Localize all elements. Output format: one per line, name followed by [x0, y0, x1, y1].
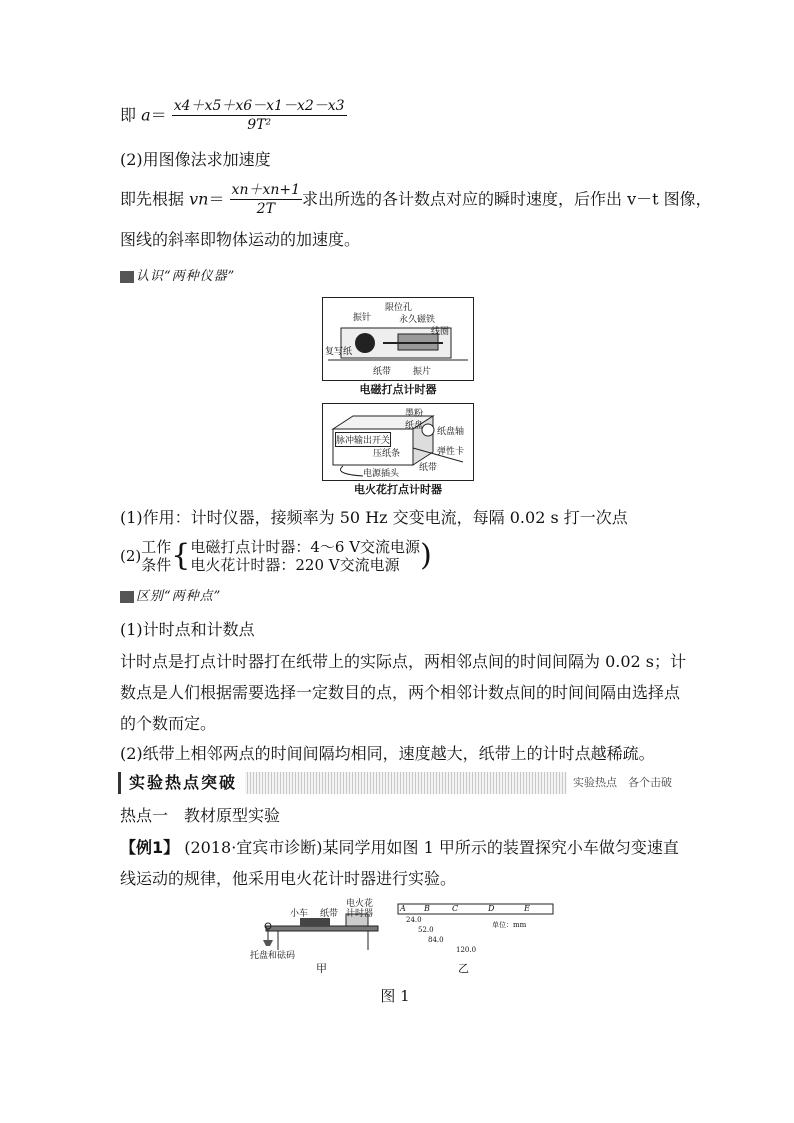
spark-label-disc: 纸盘 — [405, 421, 424, 431]
formula-v-fraction — [230, 182, 302, 218]
spark-label-press: 压纸条 — [373, 449, 401, 459]
fig1-point-a: A — [400, 904, 406, 913]
conditions-label-bottom: 条件 — [141, 556, 172, 574]
figure-spark-timer — [322, 403, 474, 481]
left-brace-icon: { — [171, 538, 191, 573]
para-points-1: 计时点是打点计时器打在纸带上的实际点，两相邻点间的时间间隔为 0.02 s；计 — [120, 652, 687, 671]
fig1-dist-4: 120.0 — [456, 946, 477, 954]
example-line2: 线运动的规律，他采用电火花计时器进行实验。 — [120, 869, 457, 888]
formula-a-eq: ＝ — [150, 105, 167, 125]
fig1-dist-3: 84.0 — [428, 936, 444, 944]
em-label-limit-hole: 限位孔 — [385, 303, 413, 313]
fig1-point-d: D — [488, 904, 495, 913]
em-label-needle: 振针 — [353, 313, 372, 323]
em-label-tape: 纸带 — [373, 367, 392, 377]
spark-caption: 电火花打点计时器 — [354, 483, 442, 496]
para-function: (1)作用：计时仪器，接频率为 50 Hz 交变电流，每隔 0.02 s 打一次点 — [120, 508, 628, 527]
fig1-sub-a: 甲 — [316, 962, 327, 975]
spark-label-toner: 墨粉 — [405, 409, 424, 419]
section-bar — [118, 772, 678, 794]
figure-em-timer — [322, 297, 474, 381]
para-points-3: 的个数而定。 — [120, 714, 217, 733]
section-right: 实验热点 各个击破 — [567, 772, 678, 794]
kicker-instruments — [120, 265, 235, 284]
example-line1 — [120, 838, 679, 858]
formula-a-denominator: 9T² — [247, 117, 272, 133]
fig1-unit: 单位：mm — [492, 921, 527, 929]
formula-a-var: a — [141, 105, 151, 125]
fig1-point-c: C — [452, 904, 459, 913]
em-caption: 电磁打点计时器 — [359, 383, 437, 396]
example-tag: 【例1】 — [120, 838, 180, 857]
formula-v-numerator: xn＋xn+1 — [231, 182, 301, 198]
spark-label-axle: 纸盘轴 — [437, 427, 465, 437]
fig1-sub-b: 乙 — [458, 962, 469, 975]
formula-v — [120, 182, 712, 218]
kicker-instruments-text: 认识“两种仪器” — [136, 269, 236, 284]
conditions — [120, 538, 432, 574]
example-text1: 某同学用如图 1 甲所示的装置探究小车做匀变速直 — [322, 838, 679, 857]
kicker-mark-icon — [120, 271, 134, 283]
section-title: 实验热点突破 — [118, 772, 245, 794]
fig1-caption: 图 1 — [380, 987, 410, 1005]
fig1-label-weights: 托盘和砝码 — [250, 951, 296, 961]
para-graph-method: (2)用图像法求加速度 — [120, 150, 271, 169]
spark-label-tape: 纸带 — [419, 463, 438, 473]
fig1-label-timer1: 电火花 — [346, 899, 374, 909]
para-points-4: (2)纸带上相邻两点的时间间隔均相同，速度越大，纸带上的计时点越稀疏。 — [120, 744, 655, 763]
formula-v-var: vn — [189, 189, 209, 209]
kicker-points — [120, 585, 221, 604]
fig1-label-timer2: 计时器 — [346, 909, 374, 919]
hotspot-title: 热点一 教材原型实验 — [120, 806, 281, 825]
fig1-dist-2: 52.0 — [418, 926, 434, 934]
fig1-point-e: E — [524, 904, 530, 913]
em-label-magnet: 永久磁铁 — [399, 315, 436, 325]
fig1-label-tape: 纸带 — [320, 909, 339, 919]
para-points-title: (1)计时点和计数点 — [120, 620, 255, 639]
para-slope: 图线的斜率即物体运动的加速度。 — [120, 230, 361, 249]
spark-label-plug: 电源插头 — [363, 469, 400, 479]
em-label-carbon: 复写纸 — [325, 347, 353, 357]
fig1-dist-1: 24.0 — [406, 916, 422, 924]
conditions-num: (2) — [120, 547, 142, 565]
formula-v-prefix: 即先根据 — [120, 189, 190, 209]
conditions-label-top: 工作 — [141, 538, 172, 556]
para-points-2: 数点是人们根据需要选择一定数目的点，两个相邻计数点间的时间间隔由选择点 — [120, 683, 681, 702]
right-paren-icon: ) — [420, 538, 432, 573]
conditions-line2: 电火花计时器：220 V交流电源 — [190, 556, 400, 574]
formula-v-denominator: 2T — [256, 201, 275, 217]
formula-a-prefix: 即 — [120, 105, 142, 125]
formula-a-numerator: x4＋x5＋x6－x1－x2－x3 — [173, 98, 345, 114]
kicker-mark-icon — [120, 591, 134, 603]
conditions-line1: 电磁打点计时器：4～6 V交流电源 — [190, 538, 421, 556]
example-source: (2018·宜宾市诊断) — [184, 838, 323, 857]
spark-label-switch: 脉冲输出开关 — [335, 432, 391, 447]
formula-a-fraction — [172, 98, 347, 134]
kicker-points-text: 区别“两种点” — [136, 589, 222, 604]
fig1-point-b: B — [424, 904, 430, 913]
formula-v-suffix: 求出所选的各计数点对应的瞬时速度，后作出 v－t 图像， — [302, 189, 712, 209]
figure-1 — [248, 898, 558, 978]
em-label-coil: 线圈 — [431, 327, 450, 337]
formula-a — [120, 98, 347, 134]
formula-v-eq: ＝ — [208, 189, 225, 209]
em-label-reed: 振片 — [413, 367, 432, 377]
spark-label-clip: 弹性卡 — [437, 447, 465, 457]
fig1-label-cart: 小车 — [290, 909, 309, 919]
